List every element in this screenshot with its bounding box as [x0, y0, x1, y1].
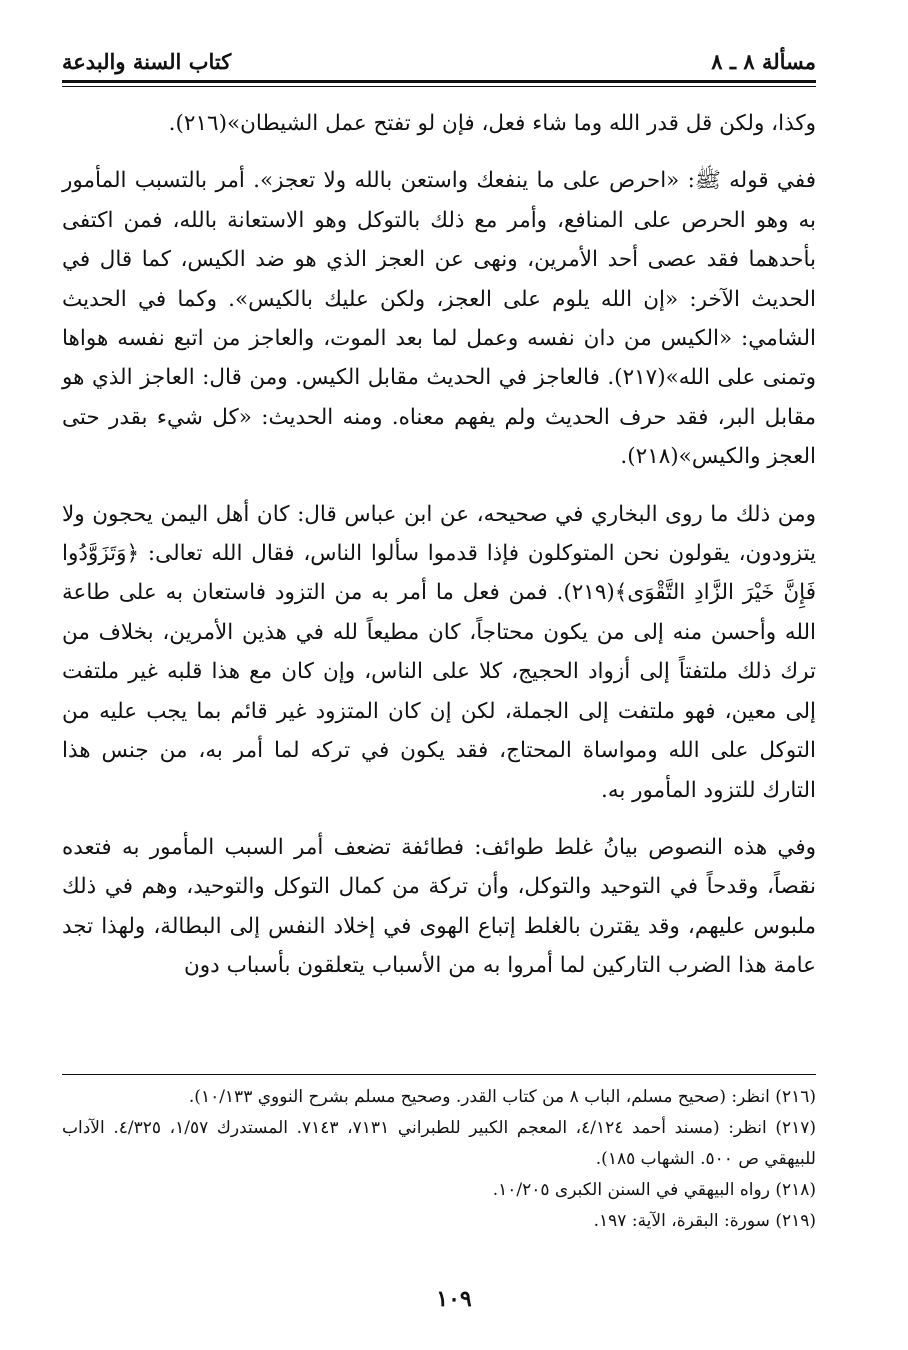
book-title: كتاب السنة والبدعة	[62, 49, 232, 74]
main-text	[62, 104, 816, 1004]
footnote: (٢١٧) انظر: (مسند أحمد ٤/١٢٤، المعجم الكبير للطبراني ٧١٣١، ٧١٤٣. المستدرك ١/٥٧، ٤/٣٢٥. الآداب للبيهقي ص ٥٠٠. الشهاب ١٨٥).	[62, 1118, 817, 1169]
footnote: (٢١٩) سورة: البقرة، الآية: ١٩٧.	[593, 1211, 816, 1231]
header-rule-thin	[62, 86, 816, 87]
page-number: ١٠٩	[436, 1286, 472, 1312]
paragraph: وفي هذه النصوص بيانُ غلط طوائف: فطائفة تضعف أمر السبب المأمور به فتعده نقصاً، وقدحاً في التوحيد والتوكل، وأن تركة من كمال التوكل والتوحيد، وهم في ذلك ملبوس عليهم، وقد يقترن بالغلط إتباع الهوى في إخلاد النفس إلى البطالة، ولهذا تجد عامة هذا الضرب التاركين لما أمروا به من الأسباب يتعلقون بأسباب دون	[62, 834, 816, 979]
paragraph: ففي قوله ﷺ: «احرص على ما ينفعك واستعن بالله ولا تعجز». أمر بالتسبب المأمور به وهو الحرص على المنافع، وأمر مع ذلك بالتوكل وهو الاستعانة بالله، فمن اكتفى بأحدهما فقد عصى أحد الأمرين، ونهى عن العجز الذي هو ضد الكيس، كما قال في الحديث الآخر: «إن الله يلوم على العجز، ولكن عليك بالكيس». وكما في الحديث الشامي: «الكيس من دان نفسه وعمل لما بعد الموت، والعاجز من اتبع نفسه هواها وتمنى على الله»(٢١٧). فالعاجز في الحديث مقابل الكيس. ومن قال: العاجز الذي هو مقابل البر، فقد حرف الحديث ولم يفهم معناه. ومنه الحديث: «كل شيء بقدر حتى العجز والكيس»(٢١٨).	[62, 168, 817, 470]
header-rule-thick	[62, 80, 816, 83]
running-header	[62, 44, 816, 74]
footnote: (٢١٦) انظر: (صحيح مسلم، الباب ٨ من كتاب القدر. وصحيح مسلم بشرح النووي ١٠/١٣٣).	[188, 1087, 816, 1107]
paragraph: ومن ذلك ما روى البخاري في صحيحه، عن ابن عباس قال: كان أهل اليمن يحجون ولا يتزودون، يقولون نحن المتوكلون فإذا قدموا سألوا الناس، فقال الله تعالى: ﴿وَتَزَوَّدُوا فَإِنَّ خَيْرَ الزَّادِ التَّقْوَى﴾(٢١٩). فمن فعل ما أمر به من التزود فاستعان به على طاعة الله وأحسن منه إلى من يكون محتاجاً، كان مطيعاً لله في هذين الأمرين، بخلاف من ترك ذلك ملتفتاً إلى أزواد الحجيج، كلا على الناس، وإن كان مع هذا قلبه غير ملتفت إلى معين، فهو ملتفت إلى الجملة، لكن إن كان المتزود غير قائم بما يجب عليه من التوكل على الله ومواساة المحتاج، فقد يكون في تركه لما أمر به، من جنس هذا التارك للتزود المأمور به.	[62, 501, 816, 803]
footnote: (٢١٨) رواه البيهقي في السنن الكبرى ١٠/٢٠٥.	[492, 1180, 816, 1200]
issue-label: مسألة ٨ ـ ٨	[711, 49, 816, 74]
footnote-divider	[62, 1074, 816, 1075]
paragraph: وكذا، ولكن قل قدر الله وما شاء فعل، فإن لو تفتح عمل الشيطان»(٢١٦).	[168, 111, 816, 136]
footnotes	[62, 1082, 816, 1237]
